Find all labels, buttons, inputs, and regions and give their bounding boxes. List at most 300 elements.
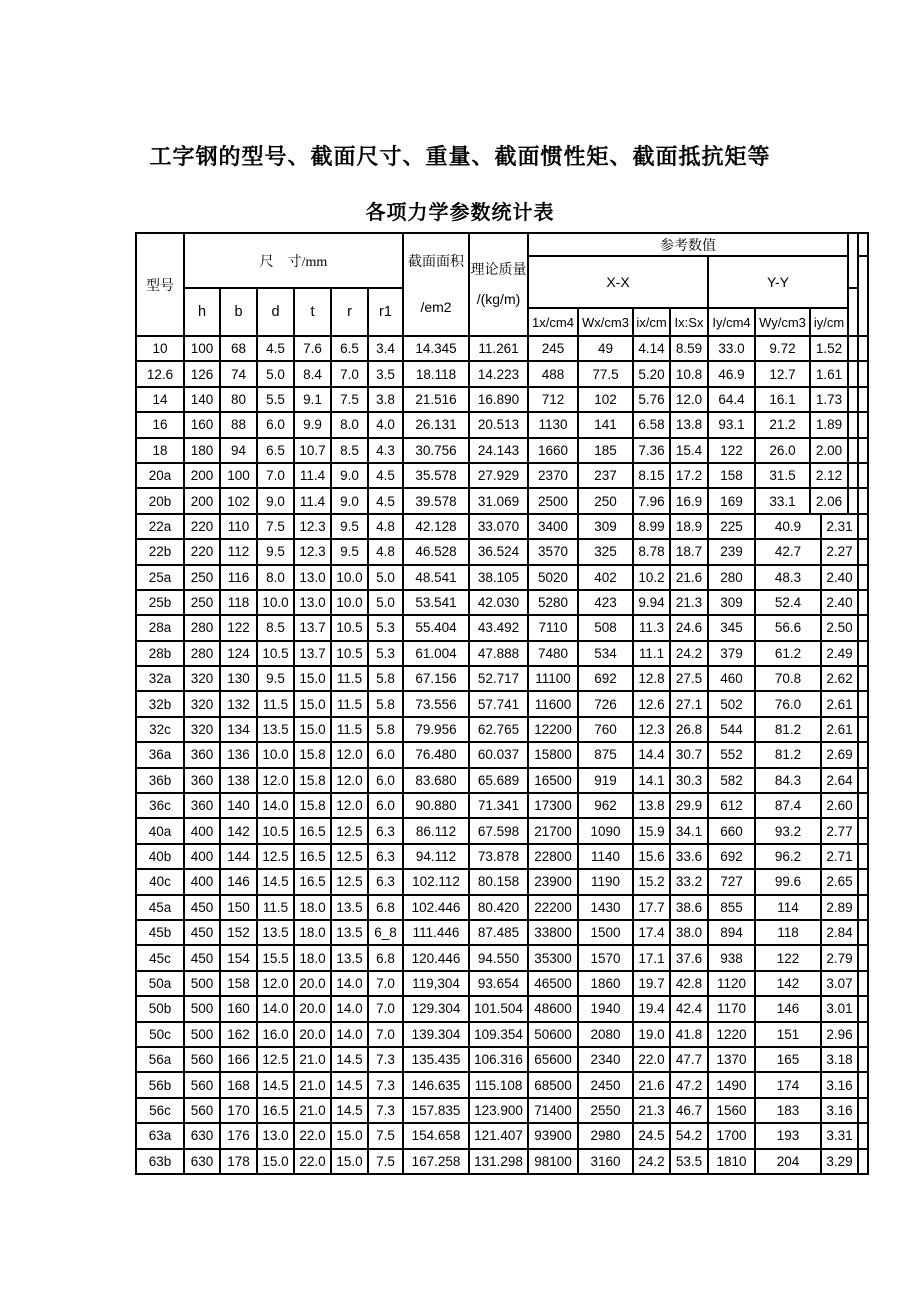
table-cell: 33.6 bbox=[670, 844, 708, 869]
table-cell: 11600 bbox=[528, 691, 578, 716]
table-cell: 57.741 bbox=[469, 691, 528, 716]
table-row bbox=[136, 666, 868, 691]
spacer-cell bbox=[858, 742, 868, 767]
table-cell: 320 bbox=[184, 666, 220, 691]
table-cell: 18.9 bbox=[670, 514, 708, 539]
table-cell: 18.7 bbox=[670, 539, 708, 564]
spacer-cell bbox=[858, 996, 868, 1021]
table-cell: 120.446 bbox=[403, 945, 469, 970]
table-cell: 10.7 bbox=[294, 438, 331, 463]
table-cell: 68 bbox=[220, 336, 257, 361]
table-cell: 77.5 bbox=[578, 361, 633, 386]
table-cell: 185 bbox=[578, 438, 633, 463]
table-cell: 4.8 bbox=[368, 514, 403, 539]
table-row bbox=[136, 615, 868, 640]
table-cell: 27.5 bbox=[670, 666, 708, 691]
table-cell: 1860 bbox=[578, 971, 633, 996]
table-cell: 17300 bbox=[528, 793, 578, 818]
spacer-cell bbox=[858, 412, 868, 437]
table-cell: 34.1 bbox=[670, 818, 708, 843]
table-cell: 28b bbox=[136, 641, 184, 666]
table-cell: 4.5 bbox=[368, 463, 403, 488]
table-cell: 3.4 bbox=[368, 336, 403, 361]
table-cell: 80.158 bbox=[469, 869, 528, 894]
table-row bbox=[136, 438, 868, 463]
spacer-cell bbox=[858, 590, 868, 615]
table-cell: 48.3 bbox=[755, 565, 821, 590]
table-cell: 47.7 bbox=[670, 1047, 708, 1072]
table-cell: 6.0 bbox=[257, 412, 294, 437]
table-cell: 12.3 bbox=[633, 717, 670, 742]
table-cell: 6.5 bbox=[331, 336, 368, 361]
table-cell: 4.14 bbox=[633, 336, 670, 361]
table-cell: 15.6 bbox=[633, 844, 670, 869]
table-cell: 7.3 bbox=[368, 1047, 403, 1072]
table-cell: 4.5 bbox=[368, 488, 403, 513]
table-row bbox=[136, 1149, 868, 1174]
table-cell: 204 bbox=[755, 1149, 821, 1174]
table-cell: 1490 bbox=[708, 1072, 755, 1097]
table-cell: 25a bbox=[136, 565, 184, 590]
table-cell: 32c bbox=[136, 717, 184, 742]
table-cell: 49 bbox=[578, 336, 633, 361]
table-cell: 102.446 bbox=[403, 895, 469, 920]
table-cell: 200 bbox=[184, 463, 220, 488]
table-row bbox=[136, 1098, 868, 1123]
table-cell: 760 bbox=[578, 717, 633, 742]
table-cell: 12.0 bbox=[670, 387, 708, 412]
table-cell: 11.261 bbox=[469, 336, 528, 361]
table-cell: 325 bbox=[578, 539, 633, 564]
table-cell: 11.1 bbox=[633, 641, 670, 666]
table-cell: 8.15 bbox=[633, 463, 670, 488]
spacer-cell bbox=[858, 818, 868, 843]
table-cell: 21.6 bbox=[670, 565, 708, 590]
table-cell: 16.0 bbox=[257, 1022, 294, 1047]
table-cell: 2.69 bbox=[821, 742, 858, 767]
table-cell: 126 bbox=[184, 361, 220, 386]
table-cell: 1570 bbox=[578, 945, 633, 970]
table-cell: 162 bbox=[220, 1022, 257, 1047]
table-cell: 21.3 bbox=[670, 590, 708, 615]
col-header-iy-cm4: Iy/cm4 bbox=[708, 308, 755, 336]
table-cell: 8.59 bbox=[670, 336, 708, 361]
table-cell: 54.2 bbox=[670, 1123, 708, 1148]
table-cell: 62.765 bbox=[469, 717, 528, 742]
table-cell: 250 bbox=[184, 565, 220, 590]
table-cell: 50c bbox=[136, 1022, 184, 1047]
table-cell: 42.128 bbox=[403, 514, 469, 539]
table-cell: 7.36 bbox=[633, 438, 670, 463]
col-header-iy-cm: iy/cm bbox=[810, 308, 848, 336]
spacer-column-1 bbox=[848, 288, 858, 336]
table-cell: 12.6 bbox=[633, 691, 670, 716]
table-cell: 28a bbox=[136, 615, 184, 640]
table-cell: 534 bbox=[578, 641, 633, 666]
table-cell: 309 bbox=[708, 590, 755, 615]
table-row bbox=[136, 336, 868, 361]
table-cell: 31.5 bbox=[755, 463, 810, 488]
table-cell: 13.0 bbox=[294, 565, 331, 590]
table-cell: 237 bbox=[578, 463, 633, 488]
table-cell: 76.0 bbox=[755, 691, 821, 716]
table-cell: 13.8 bbox=[670, 412, 708, 437]
table-cell: 2.06 bbox=[810, 488, 848, 513]
table-cell: 61.004 bbox=[403, 641, 469, 666]
table-cell: 174 bbox=[755, 1072, 821, 1097]
table-cell: 280 bbox=[184, 641, 220, 666]
table-cell: 14.223 bbox=[469, 361, 528, 386]
table-cell: 402 bbox=[578, 565, 633, 590]
table-cell: 118 bbox=[220, 590, 257, 615]
table-row bbox=[136, 1047, 868, 1072]
table-row bbox=[136, 717, 868, 742]
table-row bbox=[136, 971, 868, 996]
table-cell: 18.0 bbox=[294, 945, 331, 970]
table-cell: 11.5 bbox=[257, 691, 294, 716]
table-cell: 178 bbox=[220, 1149, 257, 1174]
table-cell: 14.0 bbox=[331, 996, 368, 1021]
table-cell: 3400 bbox=[528, 514, 578, 539]
table-cell: 1940 bbox=[578, 996, 633, 1021]
table-cell: 8.5 bbox=[257, 615, 294, 640]
spacer-cell bbox=[858, 666, 868, 691]
table-cell: 79.956 bbox=[403, 717, 469, 742]
table-cell: 9.5 bbox=[257, 666, 294, 691]
table-cell: 15.8 bbox=[294, 768, 331, 793]
table-cell: 9.72 bbox=[755, 336, 810, 361]
table-cell: 14.0 bbox=[257, 996, 294, 1021]
table-cell: 14.4 bbox=[633, 742, 670, 767]
table-cell: 15800 bbox=[528, 742, 578, 767]
table-cell: 158 bbox=[708, 463, 755, 488]
table-cell: 1810 bbox=[708, 1149, 755, 1174]
table-cell: 7.5 bbox=[331, 387, 368, 412]
table-cell: 250 bbox=[578, 488, 633, 513]
table-cell: 6.3 bbox=[368, 869, 403, 894]
table-cell: 2.00 bbox=[810, 438, 848, 463]
table-cell: 11.3 bbox=[633, 615, 670, 640]
table-cell: 280 bbox=[708, 565, 755, 590]
table-cell: 39.578 bbox=[403, 488, 469, 513]
table-cell: 12.3 bbox=[294, 514, 331, 539]
table-cell: 33.1 bbox=[755, 488, 810, 513]
table-row bbox=[136, 514, 868, 539]
table-cell: 5.3 bbox=[368, 641, 403, 666]
table-cell: 123.900 bbox=[469, 1098, 528, 1123]
table-cell: 157.835 bbox=[403, 1098, 469, 1123]
table-cell: 14.5 bbox=[331, 1098, 368, 1123]
steel-parameters-table bbox=[135, 232, 869, 1175]
table-cell: 65.689 bbox=[469, 768, 528, 793]
table-cell: 93.1 bbox=[708, 412, 755, 437]
table-cell: 50a bbox=[136, 971, 184, 996]
table-cell: 4.5 bbox=[257, 336, 294, 361]
table-cell: 2.84 bbox=[821, 920, 858, 945]
table-cell: 22.0 bbox=[633, 1047, 670, 1072]
table-cell: 9.94 bbox=[633, 590, 670, 615]
table-cell: 423 bbox=[578, 590, 633, 615]
table-cell: 1.52 bbox=[810, 336, 848, 361]
table-cell: 1.61 bbox=[810, 361, 848, 386]
table-cell: 630 bbox=[184, 1123, 220, 1148]
spacer-column-1 bbox=[848, 233, 858, 288]
table-cell: 7.5 bbox=[368, 1149, 403, 1174]
table-cell: 2980 bbox=[578, 1123, 633, 1148]
table-row bbox=[136, 361, 868, 386]
table-cell: 14 bbox=[136, 387, 184, 412]
table-cell: 17.2 bbox=[670, 463, 708, 488]
table-cell: 11.4 bbox=[294, 488, 331, 513]
table-cell: 33.070 bbox=[469, 514, 528, 539]
table-cell: 10.0 bbox=[331, 565, 368, 590]
table-cell: 12.0 bbox=[331, 742, 368, 767]
col-header-d: d bbox=[257, 288, 294, 336]
table-cell: 119,304 bbox=[403, 971, 469, 996]
table-cell: 22200 bbox=[528, 895, 578, 920]
table-cell: 2.65 bbox=[821, 869, 858, 894]
spacer-cell bbox=[858, 1098, 868, 1123]
table-cell: 2.71 bbox=[821, 844, 858, 869]
table-cell: 27.929 bbox=[469, 463, 528, 488]
table-cell: 500 bbox=[184, 1022, 220, 1047]
table-cell: 2080 bbox=[578, 1022, 633, 1047]
table-cell: 22.0 bbox=[294, 1123, 331, 1148]
table-cell: 1170 bbox=[708, 996, 755, 1021]
table-cell: 63a bbox=[136, 1123, 184, 1148]
table-cell: 1430 bbox=[578, 895, 633, 920]
table-cell: 30.756 bbox=[403, 438, 469, 463]
table-cell: 8.99 bbox=[633, 514, 670, 539]
table-cell: 14.0 bbox=[331, 971, 368, 996]
table-cell: 55.404 bbox=[403, 615, 469, 640]
table-cell: 96.2 bbox=[755, 844, 821, 869]
table-cell: 6.3 bbox=[368, 844, 403, 869]
table-cell: 320 bbox=[184, 691, 220, 716]
table-cell: 9.0 bbox=[257, 488, 294, 513]
table-cell: 10 bbox=[136, 336, 184, 361]
table-cell: 12.0 bbox=[257, 971, 294, 996]
table-cell: 1560 bbox=[708, 1098, 755, 1123]
table-cell: 16.5 bbox=[294, 844, 331, 869]
col-header-r1: r1 bbox=[368, 288, 403, 336]
table-cell: 53.541 bbox=[403, 590, 469, 615]
spacer-cell bbox=[858, 768, 868, 793]
spacer-cell bbox=[858, 1149, 868, 1174]
header-area-line2: /em2 bbox=[420, 298, 452, 315]
table-cell: 93900 bbox=[528, 1123, 578, 1148]
table-row bbox=[136, 691, 868, 716]
table-cell: 116 bbox=[220, 565, 257, 590]
table-cell: 30.7 bbox=[670, 742, 708, 767]
table-cell: 183 bbox=[755, 1098, 821, 1123]
table-row bbox=[136, 1072, 868, 1097]
table-cell: 111.446 bbox=[403, 920, 469, 945]
table-cell: 6.8 bbox=[368, 945, 403, 970]
table-cell: 1140 bbox=[578, 844, 633, 869]
table-cell: 12.0 bbox=[257, 768, 294, 793]
table-cell: 21.516 bbox=[403, 387, 469, 412]
table-cell: 17.1 bbox=[633, 945, 670, 970]
table-row bbox=[136, 742, 868, 767]
table-cell: 2.62 bbox=[821, 666, 858, 691]
table-cell: 102 bbox=[220, 488, 257, 513]
table-cell: 12200 bbox=[528, 717, 578, 742]
table-cell: 9.1 bbox=[294, 387, 331, 412]
spacer-cell bbox=[858, 691, 868, 716]
spacer-cell bbox=[848, 361, 858, 386]
table-cell: 7.0 bbox=[368, 1022, 403, 1047]
table-cell: 14.5 bbox=[257, 1072, 294, 1097]
table-cell: 11.5 bbox=[331, 666, 368, 691]
table-cell: 32b bbox=[136, 691, 184, 716]
table-cell: 7.5 bbox=[368, 1123, 403, 1148]
table-cell: 32a bbox=[136, 666, 184, 691]
table-row bbox=[136, 412, 868, 437]
col-header-t: t bbox=[294, 288, 331, 336]
table-cell: 220 bbox=[184, 539, 220, 564]
table-cell: 13.5 bbox=[257, 717, 294, 742]
table-cell: 379 bbox=[708, 641, 755, 666]
table-cell: 21.2 bbox=[755, 412, 810, 437]
table-cell: 7.3 bbox=[368, 1098, 403, 1123]
table-cell: 146.635 bbox=[403, 1072, 469, 1097]
table-cell: 56c bbox=[136, 1098, 184, 1123]
spacer-cell bbox=[858, 361, 868, 386]
table-cell: 22a bbox=[136, 514, 184, 539]
table-cell: 98100 bbox=[528, 1149, 578, 1174]
table-cell: 7.0 bbox=[368, 971, 403, 996]
table-cell: 140 bbox=[184, 387, 220, 412]
table-cell: 26.8 bbox=[670, 717, 708, 742]
table-cell: 500 bbox=[184, 996, 220, 1021]
spacer-cell bbox=[858, 488, 868, 513]
table-cell: 160 bbox=[184, 412, 220, 437]
table-cell: 488 bbox=[528, 361, 578, 386]
table-cell: 3.07 bbox=[821, 971, 858, 996]
table-cell: 42.7 bbox=[755, 539, 821, 564]
table-cell: 87.485 bbox=[469, 920, 528, 945]
table-row bbox=[136, 488, 868, 513]
table-cell: 14.1 bbox=[633, 768, 670, 793]
spacer-cell bbox=[848, 387, 858, 412]
table-cell: 121.407 bbox=[469, 1123, 528, 1148]
table-cell: 16 bbox=[136, 412, 184, 437]
table-cell: 3.01 bbox=[821, 996, 858, 1021]
table-cell: 40b bbox=[136, 844, 184, 869]
table-cell: 12.5 bbox=[257, 1047, 294, 1072]
table-cell: 15.0 bbox=[294, 666, 331, 691]
table-cell: 122 bbox=[755, 945, 821, 970]
table-cell: 65600 bbox=[528, 1047, 578, 1072]
table-cell: 61.2 bbox=[755, 641, 821, 666]
table-cell: 14.345 bbox=[403, 336, 469, 361]
table-cell: 142 bbox=[220, 818, 257, 843]
spacer-cell bbox=[858, 869, 868, 894]
table-cell: 16.890 bbox=[469, 387, 528, 412]
col-header-wx-cm3: Wx/cm3 bbox=[578, 308, 633, 336]
table-cell: 2.40 bbox=[821, 590, 858, 615]
table-cell: 20.0 bbox=[294, 1022, 331, 1047]
table-cell: 22800 bbox=[528, 844, 578, 869]
table-cell: 15.0 bbox=[331, 1123, 368, 1148]
table-cell: 71.341 bbox=[469, 793, 528, 818]
table-cell: 692 bbox=[708, 844, 755, 869]
table-cell: 12.5 bbox=[331, 844, 368, 869]
col-header-ix-sx: Ix:Sx bbox=[670, 308, 708, 336]
table-cell: 93.2 bbox=[755, 818, 821, 843]
table-cell: 8.0 bbox=[331, 412, 368, 437]
col-header-h: h bbox=[184, 288, 220, 336]
table-cell: 7.6 bbox=[294, 336, 331, 361]
table-cell: 38.6 bbox=[670, 895, 708, 920]
table-cell: 63b bbox=[136, 1149, 184, 1174]
table-row bbox=[136, 996, 868, 1021]
table-row bbox=[136, 869, 868, 894]
table-cell: 360 bbox=[184, 793, 220, 818]
table-cell: 15.4 bbox=[670, 438, 708, 463]
table-cell: 46.7 bbox=[670, 1098, 708, 1123]
table-cell: 712 bbox=[528, 387, 578, 412]
table-cell: 114 bbox=[755, 895, 821, 920]
table-cell: 2500 bbox=[528, 488, 578, 513]
table-cell: 106.316 bbox=[469, 1047, 528, 1072]
table-cell: 154.658 bbox=[403, 1123, 469, 1148]
table-cell: 2.12 bbox=[810, 463, 848, 488]
table-row bbox=[136, 539, 868, 564]
table-cell: 360 bbox=[184, 768, 220, 793]
table-cell: 245 bbox=[528, 336, 578, 361]
table-cell: 36a bbox=[136, 742, 184, 767]
table-cell: 12.0 bbox=[331, 768, 368, 793]
table-cell: 200 bbox=[184, 488, 220, 513]
table-cell: 10.0 bbox=[331, 590, 368, 615]
spacer-cell bbox=[858, 438, 868, 463]
table-cell: 502 bbox=[708, 691, 755, 716]
table-cell: 320 bbox=[184, 717, 220, 742]
table-cell: 74 bbox=[220, 361, 257, 386]
table-cell: 560 bbox=[184, 1047, 220, 1072]
spacer-column-2 bbox=[858, 256, 868, 336]
table-cell: 3.8 bbox=[368, 387, 403, 412]
table-cell: 15.0 bbox=[257, 1149, 294, 1174]
table-cell: 53.5 bbox=[670, 1149, 708, 1174]
table-row bbox=[136, 793, 868, 818]
table-cell: 5.0 bbox=[257, 361, 294, 386]
table-cell: 552 bbox=[708, 742, 755, 767]
table-cell: 10.0 bbox=[257, 590, 294, 615]
table-cell: 10.2 bbox=[633, 565, 670, 590]
table-cell: 40a bbox=[136, 818, 184, 843]
table-cell: 42.4 bbox=[670, 996, 708, 1021]
table-cell: 15.0 bbox=[331, 1149, 368, 1174]
table-cell: 43.492 bbox=[469, 615, 528, 640]
table-cell: 2.31 bbox=[821, 514, 858, 539]
table-cell: 8.4 bbox=[294, 361, 331, 386]
table-cell: 154 bbox=[220, 945, 257, 970]
header-reference-values: 参考数值 bbox=[528, 233, 848, 256]
table-cell: 7.0 bbox=[368, 996, 403, 1021]
table-cell: 110 bbox=[220, 514, 257, 539]
table-cell: 13.8 bbox=[633, 793, 670, 818]
table-cell: 5.3 bbox=[368, 615, 403, 640]
doc-title-line1: 工字钢的型号、截面尺寸、重量、截面惯性矩、截面抵抗矩等 bbox=[149, 144, 771, 169]
table-cell: 12.5 bbox=[257, 844, 294, 869]
table-cell: 2.96 bbox=[821, 1022, 858, 1047]
table-cell: 141 bbox=[578, 412, 633, 437]
table-cell: 400 bbox=[184, 844, 220, 869]
table-cell: 76.480 bbox=[403, 742, 469, 767]
